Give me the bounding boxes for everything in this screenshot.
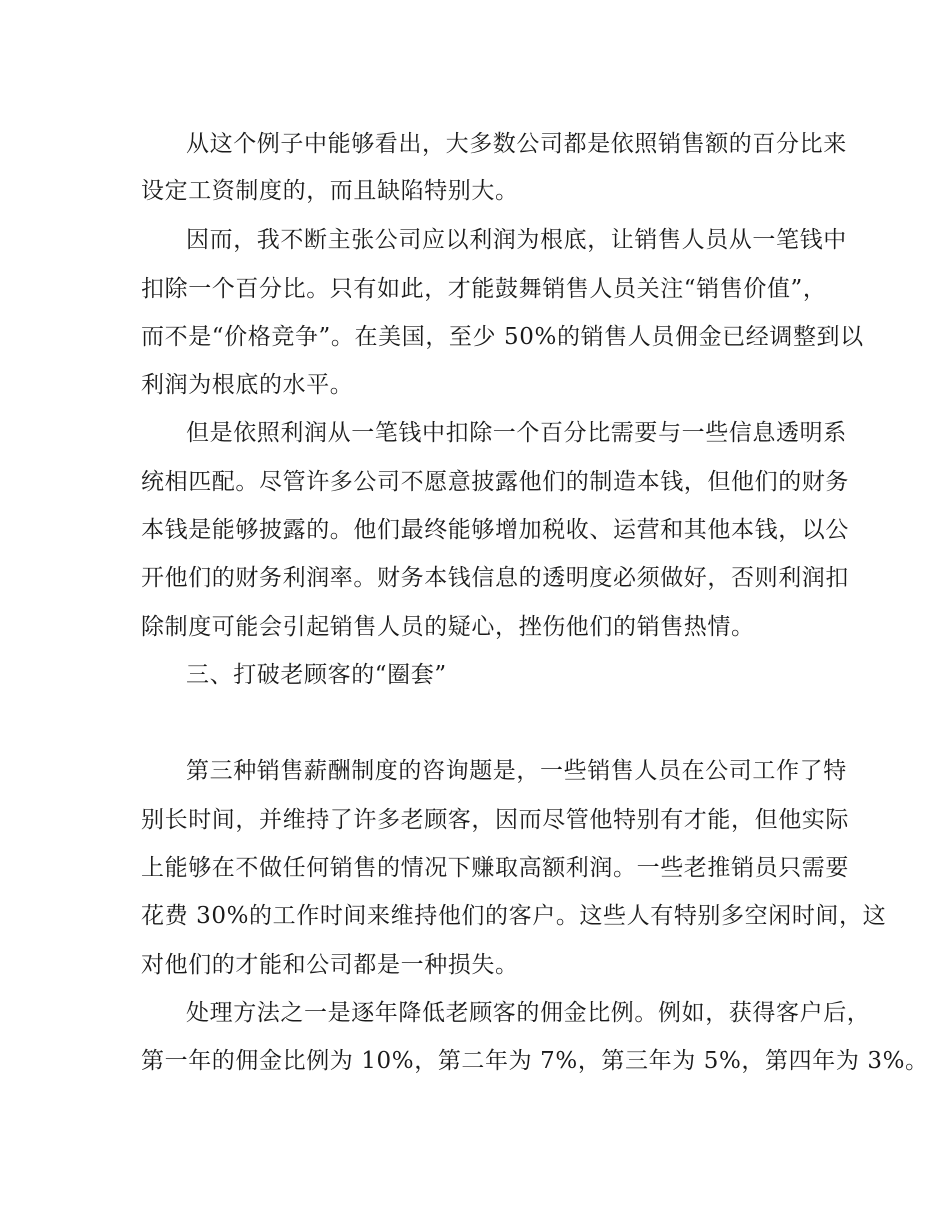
paragraph-4-line-2: 别长时间，并维持了许多老顾客，因而尽管他特别有才能，但他实际 bbox=[141, 807, 849, 833]
section-heading: 三、打破老顾客的“圈套” bbox=[186, 662, 447, 688]
paragraph-3-line-4: 开他们的财务利润率。财务本钱信息的透明度必须做好，否则利润扣 bbox=[141, 565, 849, 591]
paragraph-5-line-1: 处理方法之一是逐年降低老顾客的佣金比例。例如，获得客户后， bbox=[186, 1000, 871, 1026]
paragraph-3-line-1: 但是依照利润从一笔钱中扣除一个百分比需要与一些信息透明系 bbox=[186, 420, 847, 446]
paragraph-2-line-1: 因而，我不断主张公司应以利润为根底，让销售人员从一笔钱中 bbox=[186, 227, 847, 253]
paragraph-3-line-3: 本钱是能够披露的。他们最终能够增加税收、运营和其他本钱，以公 bbox=[141, 517, 849, 543]
paragraph-2-line-2: 扣除一个百分比。只有如此，才能鼓舞销售人员关注“销售价值”， bbox=[141, 276, 827, 302]
paragraph-2-line-4: 利润为根底的水平。 bbox=[141, 372, 354, 398]
paragraph-3-line-2: 统相匹配。尽管许多公司不愿意披露他们的制造本钱，但他们的财务 bbox=[141, 469, 849, 495]
paragraph-4-line-1: 第三种销售薪酬制度的咨询题是，一些销售人员在公司工作了特 bbox=[186, 758, 847, 784]
paragraph-4-line-3: 上能够在不做任何销售的情况下赚取高额利润。一些老推销员只需要 bbox=[141, 855, 849, 881]
paragraph-5-line-2: 第一年的佣金比例为 10%，第二年为 7%，第三年为 5%，第四年为 3%。 bbox=[141, 1048, 929, 1074]
paragraph-4-line-5: 对他们的才能和公司都是一种损失。 bbox=[141, 952, 519, 978]
paragraph-4-line-4: 花费 30%的工作时间来维持他们的客户。这些人有特别多空闲时间，这 bbox=[141, 903, 887, 929]
paragraph-1-line-1: 从这个例子中能够看出，大多数公司都是依照销售额的百分比来 bbox=[186, 131, 847, 157]
paragraph-1-line-2: 设定工资制度的，而且缺陷特别大。 bbox=[141, 178, 519, 204]
paragraph-2-line-3: 而不是“价格竞争”。在美国，至少 50%的销售人员佣金已经调整到以 bbox=[141, 324, 864, 350]
paragraph-3-line-5: 除制度可能会引起销售人员的疑心，挫伤他们的销售热情。 bbox=[141, 614, 755, 640]
